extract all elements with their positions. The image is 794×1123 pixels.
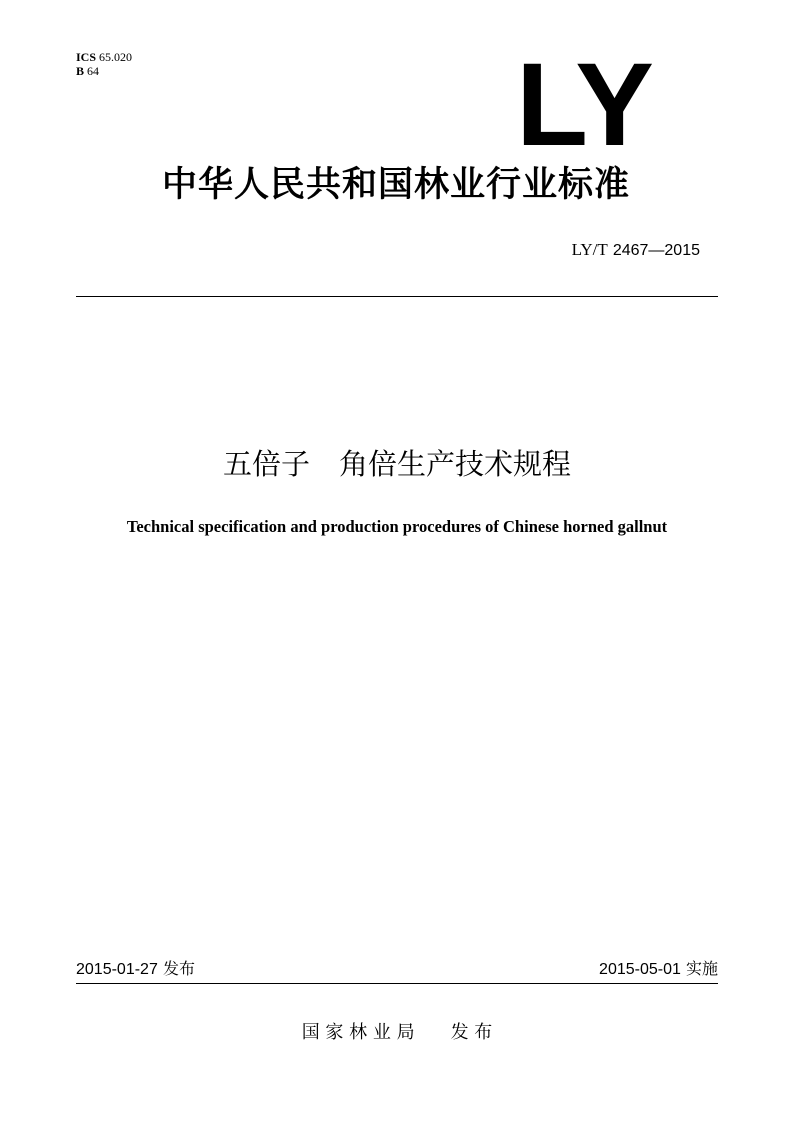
standard-code-number: 2467—2015	[612, 242, 700, 259]
effective-label: 实施	[685, 959, 718, 978]
standard-category-title: 中华人民共和国林业行业标准	[161, 165, 630, 205]
header-divider	[76, 296, 718, 297]
effective-date: 2015-05-01	[599, 961, 681, 978]
ics-code: ICS 65.020	[76, 50, 133, 64]
issue-label: 发布	[162, 959, 195, 978]
ccs-code: B 64	[76, 64, 100, 78]
effective-date-line	[599, 958, 718, 981]
issuer-action: 发 布	[450, 1022, 493, 1043]
document-title-cn: 五倍子 角倍生产技术规程	[222, 447, 571, 481]
issue-date-line	[76, 958, 195, 981]
footer-divider	[76, 983, 718, 984]
document-title-en: Technical specification and production procedures of Chinese horned gallnut	[126, 517, 668, 536]
issue-date: 2015-01-27	[76, 961, 158, 978]
standard-code-prefix: LY/T	[571, 240, 608, 259]
issuer-name: 国 家 林 业 局	[301, 1022, 415, 1043]
classification-block	[76, 50, 132, 78]
issuer-line	[76, 1020, 718, 1046]
standard-code	[572, 240, 700, 261]
standard-mark-logo: LY	[516, 39, 652, 171]
